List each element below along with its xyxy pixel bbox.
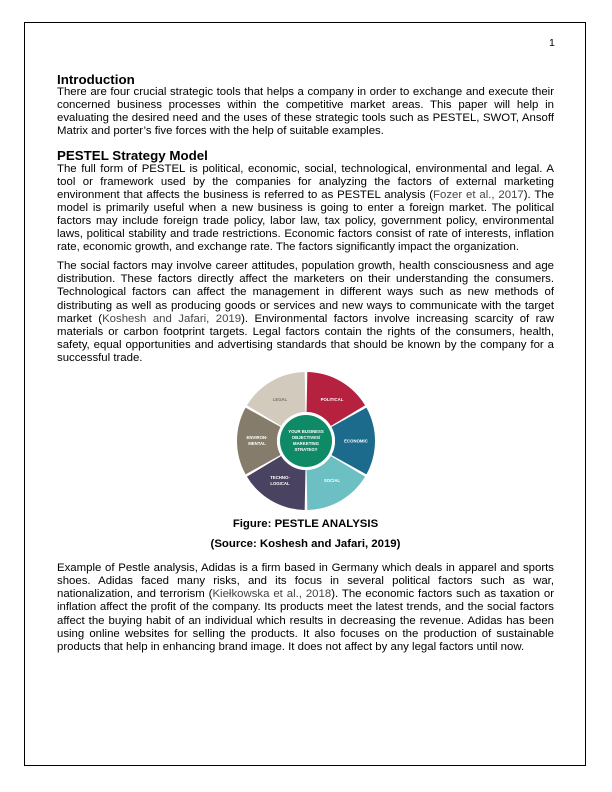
pestel-paragraph-1: The full form of PESTEL is political, economic, social, technological, environmental and legal. A tool or framework used by the companies for analyzing the factors of external marketing environment that affects the business is referred to as PESTEL analysis (Fozer et al., 2017). The model is primarily useful when a new business is going to enter a foreign market. The political factors may include foreign trade policy, labor law, tax policy, government policy, environmental laws, political stability and trade restrictions. Economic factors consist of rate of interests, inflation rate, economic growth, and exchange rate. The factors significantly impact the organization. [57,162,554,254]
pestle-wheel [236,370,376,512]
page-number: 1 [549,37,555,49]
citation-kielkowska: Kiełkowska et al., 2018 [212,588,332,601]
hub-text-1: YOUR BUSINESS [287,428,324,434]
hub-text-2: OBJECTIVES/ [291,434,320,440]
pestle-diagram [236,370,376,512]
hub-text-3: MARKETING [292,440,319,446]
introduction-heading: Introduction [57,72,135,87]
pestel-heading: PESTEL Strategy Model [57,148,208,164]
segment-label-social: SOCIAL [323,477,340,483]
segment-label-environmental-2: MENTAL [247,440,266,446]
introduction-paragraph: There are four crucial strategic tools that helps a company in order to exchange and execute their concerned business processes within the competitive market areas. This paper will help in evaluating the desired need and the uses of these strategic tools such as PESTEL, SWOT, Ansoff Matrix and porter’s five forces with the help of suitable examples. [57,86,554,138]
segment-label-legal: LEGAL [272,396,287,402]
document-body [57,73,554,654]
segment-label-environmental-1: ENVIRON- [245,434,268,440]
example-paragraph: Example of Pestle analysis, Adidas is a firm based in Germany which deals in apparel and sports shoes. Adidas faced many risks, and its focus in several political factors such as war, nationalization, and terrorism (Kiełkowska et al., 2018). The economic factors such as taxation or inflation affect the profit of the company. Its products meet the latest trends, and the social factors affect the buying habit of an individual which results in decreasing the revenue. Adidas has been using online websites for selling the products. It also focuses on the production of sustainable products that help in enhancing brand image. It does not affect by any legal factors until now. [57,562,554,653]
figure-caption: Figure: PESTLE ANALYSIS [232,517,379,530]
citation-koshesh: Koshesh and Jafari, 2019 [102,312,242,325]
segment-label-economic: ECONOMIC [343,438,368,444]
pestel-paragraph-2: The social factors may involve career attitudes, population growth, health consciousness and age distribution. These factors directly affect the marketers on their understanding the consumers. Technological factors can affect the management in different ways such as new methods of distributing as well as producing goods or services and new ways to communicate with the target market (Koshesh and Jafari, 2019). Environmental factors involve increasing scarcity of raw materials or carbon footprint targets. Legal factors contain the rights of the consumers, health, safety, equal opportunities and advertising standards that should be known by the company for a successful trade. [57,260,554,364]
hub-text-4: STRATEGY [293,446,318,452]
citation-fozer: Fozer et al., 2017 [433,188,524,201]
figure-source: (Source: Koshesh and Jafari, 2019) [210,538,401,551]
segment-label-technological-1: TECHNO- [269,474,290,480]
segment-label-technological-2: LOGICAL [269,480,290,486]
segment-label-political: POLITICAL [320,396,343,402]
